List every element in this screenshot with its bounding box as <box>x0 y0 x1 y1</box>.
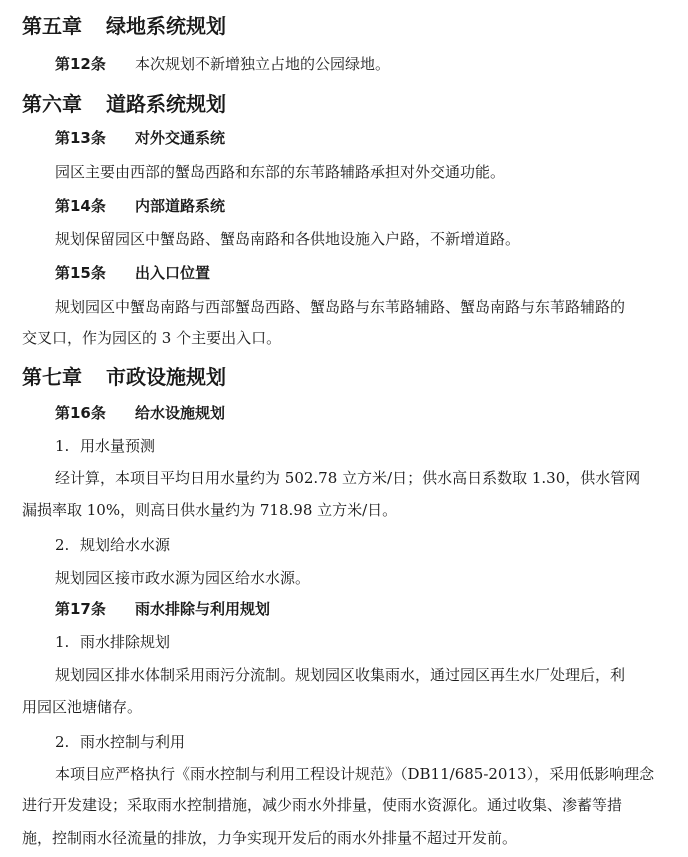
list-item <box>55 435 155 456</box>
article-number: 第17条 <box>55 600 106 618</box>
list-item <box>55 731 185 752</box>
list-item-number: 2. <box>55 536 70 554</box>
paragraph-line: 本项目应严格执行《雨水控制与利用工程设计规范》（DB11/685-2013），采用低影响理念 <box>55 765 655 783</box>
paragraph-continuation: 用园区池塘储存。 <box>22 698 143 716</box>
list-item-number: 1. <box>55 437 70 455</box>
article-number: 第13条 <box>55 129 106 147</box>
list-item <box>55 534 170 555</box>
list-item <box>55 631 170 652</box>
article-heading <box>55 262 210 283</box>
list-item-text: 雨水控制与利用 <box>80 733 186 751</box>
paragraph-continuation: 漏损率取 10%，则高日供水量约为 718.98 立方米/日。 <box>22 501 398 519</box>
article-number: 第16条 <box>55 404 106 422</box>
chapter-heading <box>22 10 226 39</box>
chapter-title: 道路系统规划 <box>106 92 226 116</box>
article-heading <box>55 402 225 423</box>
chapter-number: 第七章 <box>22 365 82 389</box>
list-item-number: 1. <box>55 633 70 651</box>
article-number: 第15条 <box>55 264 106 282</box>
paragraph-line: 园区主要由西部的蟹岛西路和东部的东苇路辅路承担对外交通功能。 <box>55 163 506 181</box>
paragraph-line: 规划园区接市政水源为园区给水水源。 <box>55 569 311 587</box>
paragraph-line: 规划园区中蟹岛南路与西部蟹岛西路、蟹岛路与东苇路辅路、蟹岛南路与东苇路辅路的 <box>55 298 626 316</box>
article-title: 雨水排除与利用规划 <box>135 600 271 618</box>
chapter-number: 第六章 <box>22 92 82 116</box>
article-heading <box>55 195 225 216</box>
paragraph-line: 规划园区排水体制采用雨污分流制。规划园区收集雨水，通过园区再生水厂处理后，利 <box>55 666 626 684</box>
list-item-text: 用水量预测 <box>80 437 156 455</box>
chapter-heading <box>22 88 226 117</box>
article-heading <box>55 53 390 74</box>
list-item-text: 规划给水水源 <box>80 536 171 554</box>
article-heading <box>55 127 225 148</box>
chapter-heading <box>22 361 226 390</box>
list-item-number: 2. <box>55 733 70 751</box>
chapter-title: 绿地系统规划 <box>106 14 226 38</box>
paragraph-continuation: 施，控制雨水径流量的排放，力争实现开发后的雨水外排量不超过开发前。 <box>22 829 518 847</box>
article-heading <box>55 598 270 619</box>
article-title: 给水设施规划 <box>135 404 226 422</box>
article-number: 第12条 <box>55 55 106 73</box>
list-item-text: 雨水排除规划 <box>80 633 171 651</box>
article-title: 对外交通系统 <box>135 129 226 147</box>
paragraph-line: 规划保留园区中蟹岛路、蟹岛南路和各供地设施入户路，不新增道路。 <box>55 230 521 248</box>
paragraph-continuation: 进行开发建设；采取雨水控制措施，减少雨水外排量，使雨水资源化。通过收集、渗蓄等措 <box>22 796 623 814</box>
article-title: 出入口位置 <box>135 264 211 282</box>
paragraph-line: 经计算，本项目平均日用水量约为 502.78 立方米/日；供水高日系数取 1.30，供水管网 <box>55 469 641 487</box>
article-number: 第14条 <box>55 197 106 215</box>
chapter-title: 市政设施规划 <box>106 365 226 389</box>
paragraph-continuation: 交叉口，作为园区的 3 个主要出入口。 <box>22 329 282 347</box>
article-title: 本次规划不新增独立占地的公园绿地。 <box>135 55 391 73</box>
chapter-number: 第五章 <box>22 14 82 38</box>
article-title: 内部道路系统 <box>135 197 226 215</box>
